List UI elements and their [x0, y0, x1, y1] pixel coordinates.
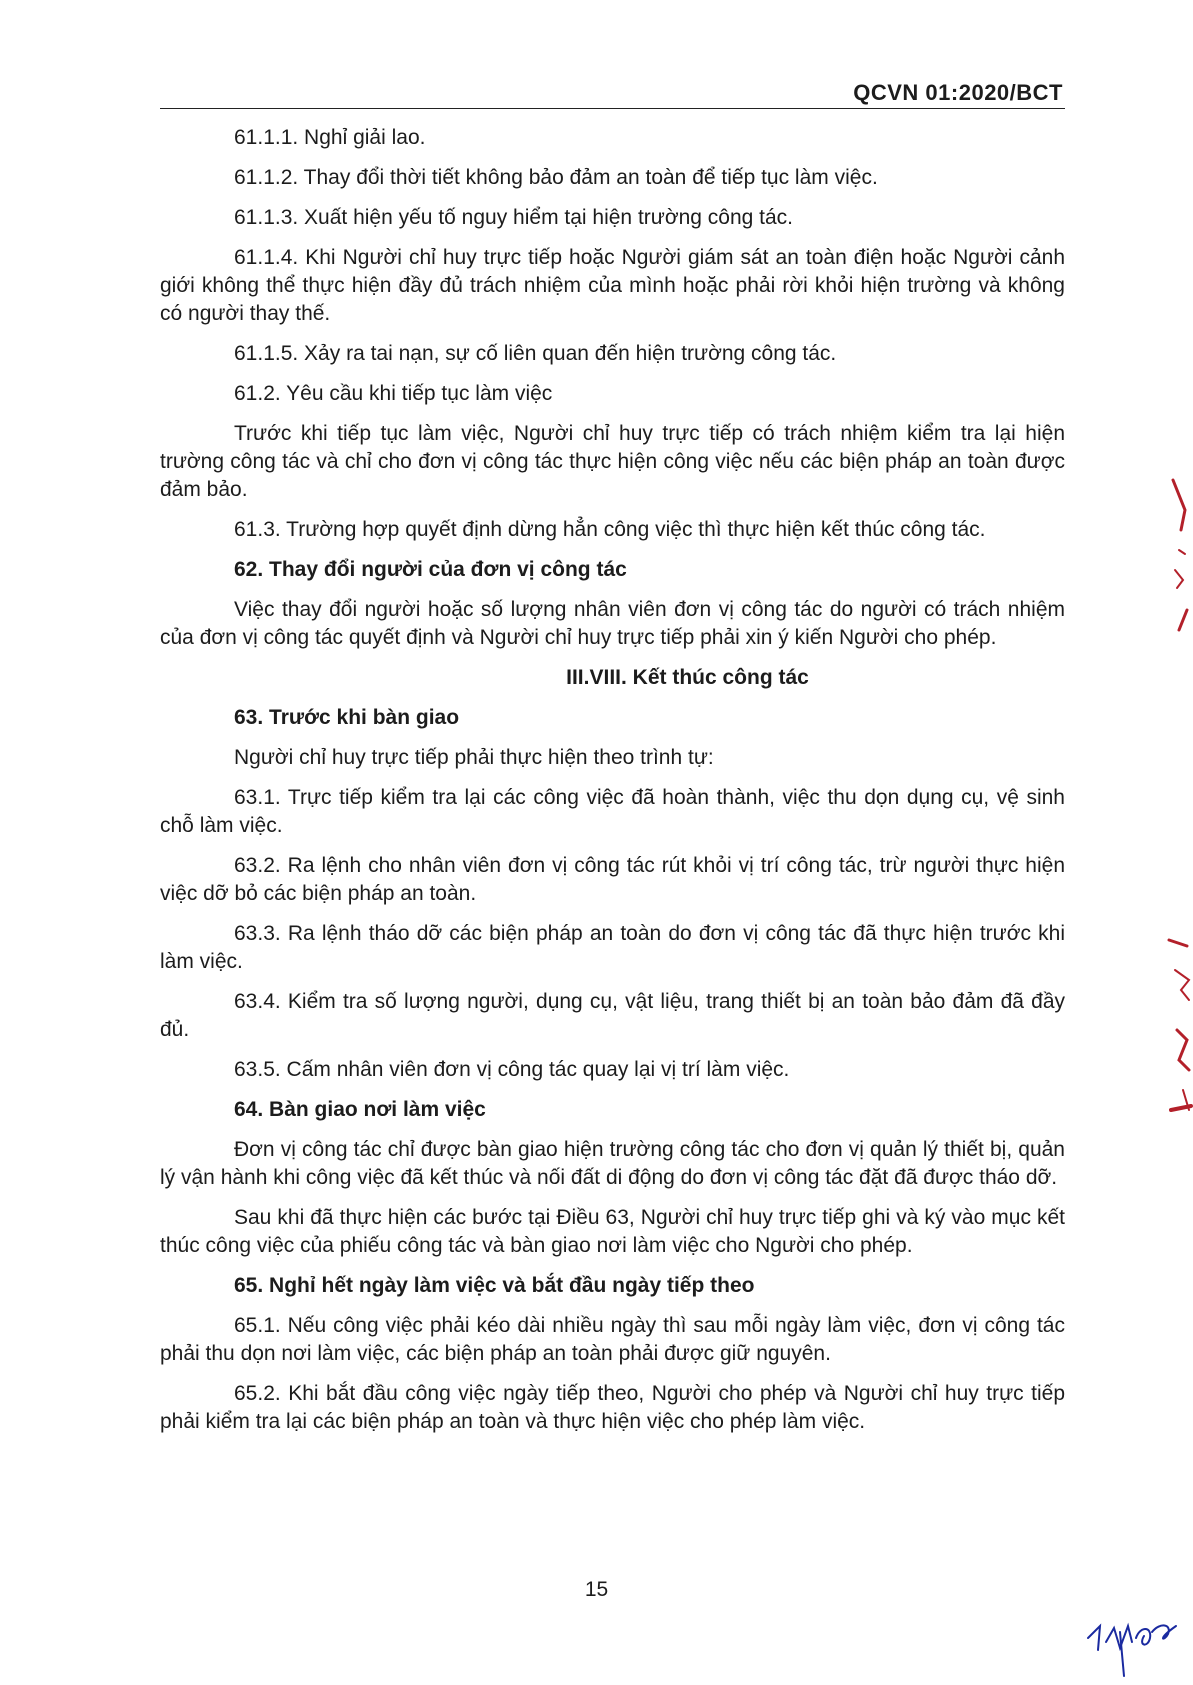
- document-code: QCVN 01:2020/BCT: [853, 80, 1063, 105]
- paragraph-63-2: 63.2. Ra lệnh cho nhân viên đơn vị công tác rút khỏi vị trí công tác, trừ người thực hiện việc dỡ bỏ các biện pháp an toàn.: [160, 854, 1065, 905]
- paragraph-61-2-body: Trước khi tiếp tục làm việc, Người chỉ huy trực tiếp có trách nhiệm kiểm tra lại hiện trường công tác và chỉ cho đơn vị công tác thực hiện công việc nếu các biện pháp an toàn được đảm bảo.: [160, 422, 1065, 501]
- paragraph-61-1-2: 61.1.2. Thay đổi thời tiết không bảo đảm an toàn để tiếp tục làm việc.: [234, 166, 878, 189]
- paragraph-63-1: 63.1. Trực tiếp kiểm tra lại các công việc đã hoàn thành, việc thu dọn dụng cụ, vệ sinh chỗ làm việc.: [160, 786, 1065, 837]
- page-header: [160, 80, 1065, 109]
- paragraph-64-body-1: Đơn vị công tác chỉ được bàn giao hiện trường công tác cho đơn vị quản lý thiết bị, quản lý vận hành khi công việc đã kết thúc và nối đất di động do đơn vị công tác đặt đã được tháo dỡ.: [160, 1138, 1065, 1189]
- paragraph-62-body: Việc thay đổi người hoặc số lượng nhân viên đơn vị công tác do người có trách nhiệm của đơn vị công tác quyết định và Người chỉ huy trực tiếp phải xin ý kiến Người cho phép.: [160, 598, 1065, 649]
- heading-62: 62. Thay đổi người của đơn vị công tác: [234, 558, 627, 581]
- paragraph-61-2: 61.2. Yêu cầu khi tiếp tục làm việc: [234, 382, 553, 405]
- paragraph-61-1-3: 61.1.3. Xuất hiện yếu tố nguy hiểm tại hiện trường công tác.: [234, 206, 794, 229]
- heading-63: 63. Trước khi bàn giao: [234, 706, 460, 729]
- edge-stamp-marks: [1165, 470, 1193, 1210]
- paragraph-61-3: 61.3. Trường hợp quyết định dừng hẳn công việc thì thực hiện kết thúc công tác.: [234, 518, 986, 541]
- document-body: [160, 124, 1065, 1448]
- paragraph-63-4: 63.4. Kiểm tra số lượng người, dụng cụ, vật liệu, trang thiết bị an toàn bảo đảm đã đầy đủ.: [160, 990, 1065, 1041]
- section-title: III.VIII. Kết thúc công tác: [566, 666, 809, 689]
- paragraph-63-3: 63.3. Ra lệnh tháo dỡ các biện pháp an toàn do đơn vị công tác đã thực hiện trước khi làm việc.: [160, 922, 1065, 973]
- paragraph-63-intro: Người chỉ huy trực tiếp phải thực hiện theo trình tự:: [234, 746, 714, 769]
- paragraph-61-1-1: 61.1.1. Nghỉ giải lao.: [234, 126, 426, 149]
- paragraph-65-1: 65.1. Nếu công việc phải kéo dài nhiều ngày thì sau mỗi ngày làm việc, đơn vị công tác phải thu dọn nơi làm việc, các biện pháp an toàn phải được giữ nguyên.: [160, 1314, 1065, 1365]
- paragraph-65-2: 65.2. Khi bắt đầu công việc ngày tiếp theo, Người cho phép và Người chỉ huy trực tiếp phải kiểm tra lại các biện pháp an toàn và thực hiện việc cho phép làm việc.: [160, 1382, 1065, 1433]
- signature-mark: [1080, 1598, 1190, 1678]
- paragraph-61-1-4: 61.1.4. Khi Người chỉ huy trực tiếp hoặc Người giám sát an toàn điện hoặc Người cảnh giới không thể thực hiện đầy đủ trách nhiệm của mình hoặc phải rời khỏi hiện trường và không có người thay thế.: [160, 246, 1065, 325]
- page-number: 15: [584, 1578, 609, 1601]
- heading-65: 65. Nghỉ hết ngày làm việc và bắt đầu ngày tiếp theo: [234, 1274, 755, 1297]
- heading-64: 64. Bàn giao nơi làm việc: [234, 1098, 486, 1121]
- paragraph-64-body-2: Sau khi đã thực hiện các bước tại Điều 63, Người chỉ huy trực tiếp ghi và ký vào mục kết thúc công việc của phiếu công tác và bàn giao nơi làm việc cho Người cho phép.: [160, 1206, 1065, 1257]
- paragraph-61-1-5: 61.1.5. Xảy ra tai nạn, sự cố liên quan đến hiện trường công tác.: [234, 342, 837, 365]
- paragraph-63-5: 63.5. Cấm nhân viên đơn vị công tác quay lại vị trí làm việc.: [234, 1058, 790, 1081]
